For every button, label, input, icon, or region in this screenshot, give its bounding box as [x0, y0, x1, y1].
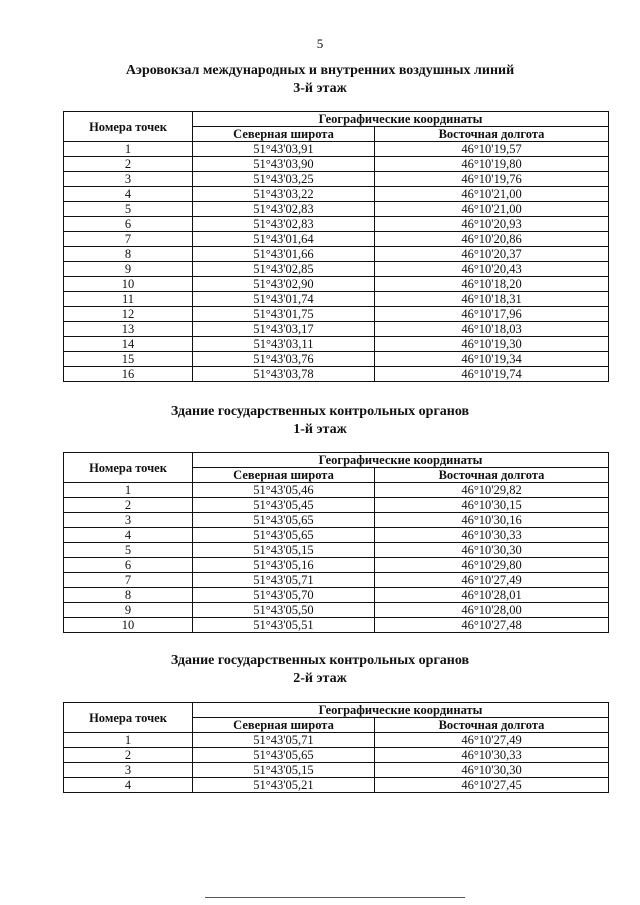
points-column-header: Номера точек [64, 112, 193, 142]
table-row [64, 778, 609, 793]
table-row [64, 232, 609, 247]
table-row [64, 172, 609, 187]
longitude-cell: 46°10'19,57 [375, 142, 609, 157]
table-row [64, 573, 609, 588]
point-number-cell: 1 [64, 733, 193, 748]
points-column-header: Номера точек [64, 453, 193, 483]
bottom-rule [205, 897, 465, 898]
table-row [64, 142, 609, 157]
point-number-cell: 4 [64, 778, 193, 793]
latitude-cell: 51°43'05,15 [193, 763, 375, 778]
point-number-cell: 1 [64, 483, 193, 498]
longitude-cell: 46°10'18,20 [375, 277, 609, 292]
table-row [64, 618, 609, 633]
latitude-cell: 51°43'05,70 [193, 588, 375, 603]
table-row [64, 603, 609, 618]
point-number-cell: 7 [64, 573, 193, 588]
longitude-cell: 46°10'20,86 [375, 232, 609, 247]
latitude-cell: 51°43'05,21 [193, 778, 375, 793]
longitude-column-header: Восточная долгота [375, 468, 609, 483]
table-row [64, 528, 609, 543]
latitude-cell: 51°43'03,90 [193, 157, 375, 172]
longitude-cell: 46°10'30,33 [375, 748, 609, 763]
table-row [64, 217, 609, 232]
table-row [64, 262, 609, 277]
longitude-cell: 46°10'27,45 [375, 778, 609, 793]
point-number-cell: 15 [64, 352, 193, 367]
longitude-cell: 46°10'18,31 [375, 292, 609, 307]
latitude-cell: 51°43'03,11 [193, 337, 375, 352]
longitude-cell: 46°10'30,30 [375, 543, 609, 558]
latitude-cell: 51°43'03,17 [193, 322, 375, 337]
latitude-cell: 51°43'05,50 [193, 603, 375, 618]
table-row [64, 543, 609, 558]
latitude-cell: 51°43'03,25 [193, 172, 375, 187]
latitude-cell: 51°43'05,71 [193, 573, 375, 588]
section-title: Аэровокзал международных и внутренних воздушных линий [125, 63, 515, 78]
latitude-cell: 51°43'02,83 [193, 202, 375, 217]
point-number-cell: 6 [64, 217, 193, 232]
longitude-column-header: Восточная долгота [375, 127, 609, 142]
longitude-cell: 46°10'21,00 [375, 202, 609, 217]
longitude-cell: 46°10'20,93 [375, 217, 609, 232]
points-column-header: Номера точек [64, 703, 193, 733]
table-row [64, 202, 609, 217]
longitude-cell: 46°10'30,33 [375, 528, 609, 543]
longitude-cell: 46°10'18,03 [375, 322, 609, 337]
geo-coordinates-header: Географические координаты [193, 703, 609, 718]
longitude-cell: 46°10'28,00 [375, 603, 609, 618]
longitude-cell: 46°10'29,80 [375, 558, 609, 573]
latitude-cell: 51°43'01,74 [193, 292, 375, 307]
geo-coordinates-header: Географические координаты [193, 112, 609, 127]
table-row [64, 187, 609, 202]
latitude-cell: 51°43'01,64 [193, 232, 375, 247]
point-number-cell: 12 [64, 307, 193, 322]
point-number-cell: 16 [64, 367, 193, 382]
latitude-cell: 51°43'03,78 [193, 367, 375, 382]
coordinates-table [63, 111, 609, 382]
longitude-cell: 46°10'19,30 [375, 337, 609, 352]
table-row [64, 367, 609, 382]
point-number-cell: 5 [64, 543, 193, 558]
table-row [64, 307, 609, 322]
latitude-cell: 51°43'05,46 [193, 483, 375, 498]
latitude-cell: 51°43'02,83 [193, 217, 375, 232]
longitude-cell: 46°10'30,16 [375, 513, 609, 528]
latitude-cell: 51°43'02,85 [193, 262, 375, 277]
latitude-cell: 51°43'03,76 [193, 352, 375, 367]
section-subtitle: 2-й этаж [293, 671, 347, 686]
table-row [64, 733, 609, 748]
point-number-cell: 13 [64, 322, 193, 337]
table-row [64, 483, 609, 498]
latitude-column-header: Северная широта [193, 468, 375, 483]
longitude-cell: 46°10'19,34 [375, 352, 609, 367]
point-number-cell: 3 [64, 763, 193, 778]
section-title: Здание государственных контрольных органов [170, 653, 470, 668]
latitude-cell: 51°43'01,75 [193, 307, 375, 322]
latitude-cell: 51°43'05,65 [193, 528, 375, 543]
latitude-cell: 51°43'05,65 [193, 748, 375, 763]
table-row [64, 322, 609, 337]
point-number-cell: 5 [64, 202, 193, 217]
latitude-cell: 51°43'05,71 [193, 733, 375, 748]
latitude-cell: 51°43'05,15 [193, 543, 375, 558]
coordinates-table [63, 452, 609, 633]
latitude-cell: 51°43'01,66 [193, 247, 375, 262]
table-row [64, 763, 609, 778]
point-number-cell: 10 [64, 618, 193, 633]
section-subtitle: 1-й этаж [293, 422, 347, 437]
latitude-column-header: Северная широта [193, 127, 375, 142]
longitude-cell: 46°10'20,43 [375, 262, 609, 277]
longitude-cell: 46°10'21,00 [375, 187, 609, 202]
table-row [64, 352, 609, 367]
latitude-cell: 51°43'05,45 [193, 498, 375, 513]
point-number-cell: 6 [64, 558, 193, 573]
longitude-cell: 46°10'17,96 [375, 307, 609, 322]
table-row [64, 157, 609, 172]
longitude-cell: 46°10'27,48 [375, 618, 609, 633]
point-number-cell: 2 [64, 157, 193, 172]
latitude-cell: 51°43'02,90 [193, 277, 375, 292]
latitude-cell: 51°43'05,65 [193, 513, 375, 528]
longitude-cell: 46°10'27,49 [375, 733, 609, 748]
point-number-cell: 10 [64, 277, 193, 292]
point-number-cell: 9 [64, 262, 193, 277]
point-number-cell: 1 [64, 142, 193, 157]
table-row [64, 292, 609, 307]
longitude-cell: 46°10'29,82 [375, 483, 609, 498]
section-subtitle: 3-й этаж [293, 81, 347, 96]
table-row [64, 558, 609, 573]
point-number-cell: 4 [64, 528, 193, 543]
longitude-cell: 46°10'27,49 [375, 573, 609, 588]
point-number-cell: 3 [64, 513, 193, 528]
latitude-cell: 51°43'03,91 [193, 142, 375, 157]
latitude-column-header: Северная широта [193, 718, 375, 733]
longitude-column-header: Восточная долгота [375, 718, 609, 733]
point-number-cell: 8 [64, 247, 193, 262]
longitude-cell: 46°10'19,80 [375, 157, 609, 172]
table-row [64, 337, 609, 352]
point-number-cell: 2 [64, 748, 193, 763]
table-row [64, 748, 609, 763]
longitude-cell: 46°10'28,01 [375, 588, 609, 603]
table-row [64, 513, 609, 528]
geo-coordinates-header: Географические координаты [193, 453, 609, 468]
table-row [64, 498, 609, 513]
longitude-cell: 46°10'19,74 [375, 367, 609, 382]
page-number: 5 [316, 36, 324, 51]
point-number-cell: 4 [64, 187, 193, 202]
table-row [64, 588, 609, 603]
coordinates-table [63, 702, 609, 793]
longitude-cell: 46°10'30,15 [375, 498, 609, 513]
latitude-cell: 51°43'05,51 [193, 618, 375, 633]
point-number-cell: 14 [64, 337, 193, 352]
latitude-cell: 51°43'05,16 [193, 558, 375, 573]
longitude-cell: 46°10'20,37 [375, 247, 609, 262]
point-number-cell: 2 [64, 498, 193, 513]
point-number-cell: 8 [64, 588, 193, 603]
point-number-cell: 9 [64, 603, 193, 618]
longitude-cell: 46°10'30,30 [375, 763, 609, 778]
point-number-cell: 3 [64, 172, 193, 187]
table-row [64, 277, 609, 292]
longitude-cell: 46°10'19,76 [375, 172, 609, 187]
point-number-cell: 7 [64, 232, 193, 247]
latitude-cell: 51°43'03,22 [193, 187, 375, 202]
point-number-cell: 11 [64, 292, 193, 307]
table-row [64, 247, 609, 262]
section-title: Здание государственных контрольных органов [170, 404, 470, 419]
